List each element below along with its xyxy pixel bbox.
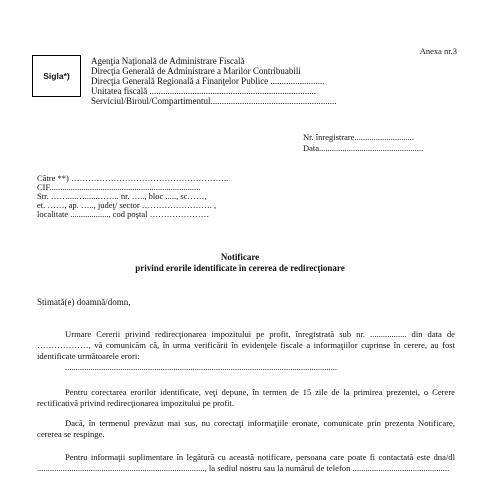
recipient-name-line: Către **) ……………………………………………….. (37, 173, 229, 183)
org-line-department: Serviciul/Biroul/Compartimentul........................................................ (91, 96, 337, 106)
org-line-regional: Direcţia Generală Regională a Finanţelor Publice ........................ (91, 76, 325, 86)
logo-placeholder-box (32, 55, 81, 97)
document-subtitle: privind erorile identificate în cererea de redirecţionare (135, 263, 345, 273)
annex-label: Anexa nr.3 (419, 46, 457, 56)
paragraph-correction-deadline: Pentru corectarea erorilor identificate, veţi depune, în termen de 15 zile de la primirea prezentei, o Cerere rectificativă privind redirecţionarea impozitului pe profit. (37, 387, 455, 408)
recipient-floor-line: et. ……, ap. ….., judeţ/ sector ……………………. , (37, 200, 217, 210)
errors-list-line: ................................................................................................................................ (65, 362, 337, 372)
issuing-authority (91, 56, 337, 106)
registration-block (303, 132, 423, 154)
paragraph-contact-info: Pentru informaţii suplimentare în legătură cu această notificare, persoana care poate fi contactată este dna/dl .............................................................................., la sediul nostru sau la numărul de telefon ............................................. (37, 452, 455, 473)
document-title: Notificare (220, 252, 260, 262)
registration-date-field: Data................................................. (303, 143, 424, 153)
org-line-fiscal-unit: Unitatea fiscală .......................................................................... (91, 86, 316, 96)
paragraph-rejection-warning: Dacă, în termenul prevăzut mai sus, nu corectaţi informaţiile eronate, comunicate prin prezenta Notificare, cererea se respinge. (37, 418, 455, 439)
recipient-cif-line: CIF....................................................................... (37, 182, 201, 192)
recipient-address-block (37, 174, 228, 219)
org-line-agency: Agenţia Naţională de Administrare Fiscală (91, 56, 245, 66)
salutation: Stimată(e) doamnă/domn, (37, 297, 131, 307)
recipient-locality-line: localitate .................., cod poştal ………………… (37, 209, 210, 219)
registration-number-field: Nr. înregistrare............................ (303, 132, 414, 142)
org-line-directorate: Direcţia Generală de Administrare a Marilor Contribuabili (91, 66, 301, 76)
recipient-street-line: Str. ……....…......…….. nr. ….., bloc ....., sc……, (37, 191, 207, 201)
logo-placeholder-text: Sigla*) (43, 71, 70, 81)
paragraph-request-reference: Urmare Cererii privind redirecţionarea impozitului pe profit, înregistrată sub nr. ................. din data de ………………, vă comunicăm că, în urma verificării în evidenţele fiscale a informaţiilor cuprinse în cerere, au fost identificate următoarele erori: (37, 329, 455, 361)
